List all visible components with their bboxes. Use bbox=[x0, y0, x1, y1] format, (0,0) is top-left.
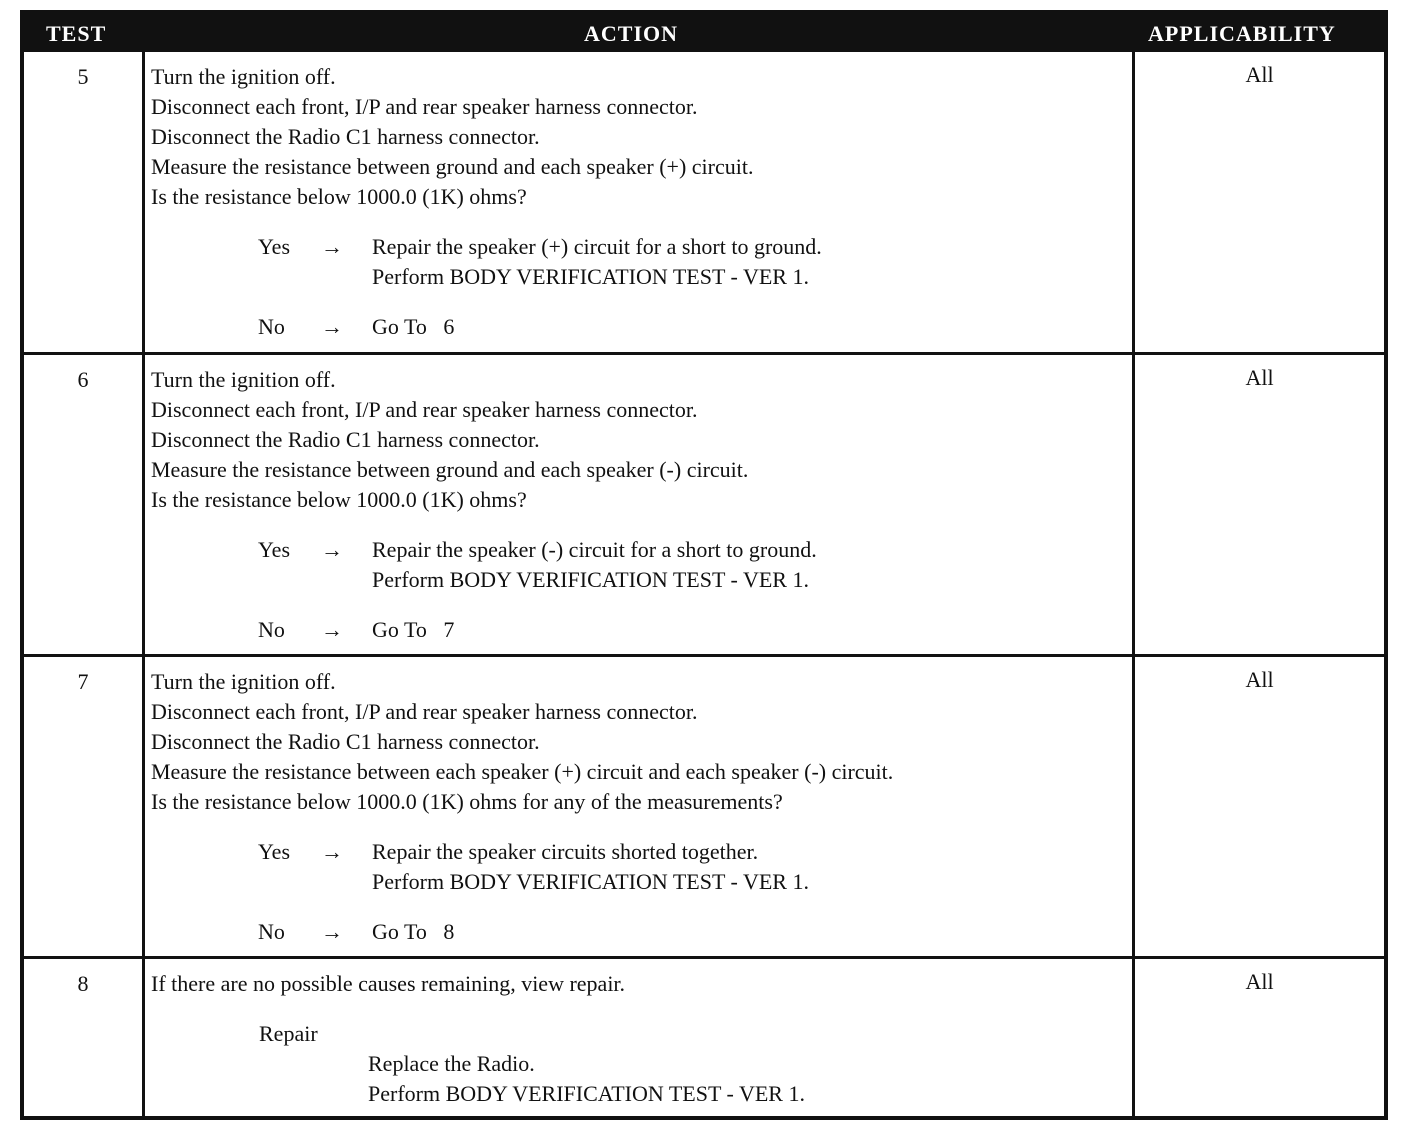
no-action: Go To 8 bbox=[372, 919, 455, 944]
yes-label: Yes bbox=[258, 839, 291, 864]
repair-label: Repair bbox=[259, 1021, 318, 1046]
applicability-value: All bbox=[1245, 365, 1274, 390]
table-row-test-8 bbox=[24, 956, 1384, 1116]
test-number: 6 bbox=[77, 367, 89, 392]
step: Is the resistance below 1000.0 (1K) ohms? bbox=[151, 184, 527, 209]
step: Disconnect the Radio C1 harness connector. bbox=[151, 729, 540, 754]
step: If there are no possible causes remaining, view repair. bbox=[151, 971, 626, 996]
header-test: TEST bbox=[46, 21, 107, 46]
step: Turn the ignition off. bbox=[151, 669, 336, 694]
arrow-icon: → bbox=[321, 919, 343, 944]
action-cell bbox=[151, 969, 1131, 1109]
step: Measure the resistance between ground and each speaker (+) circuit. bbox=[151, 154, 754, 179]
arrow-icon: → bbox=[321, 537, 343, 562]
applicability-value: All bbox=[1245, 62, 1274, 87]
yes-action: Repair the speaker (+) circuit for a short to ground. bbox=[372, 234, 822, 259]
table-header bbox=[24, 14, 1384, 52]
step: Disconnect the Radio C1 harness connector. bbox=[151, 124, 540, 149]
test-number: 7 bbox=[77, 669, 89, 694]
no-label: No bbox=[258, 314, 285, 339]
step: Disconnect each front, I/P and rear speaker harness connector. bbox=[151, 94, 698, 119]
no-action: Go To 7 bbox=[372, 617, 455, 642]
yes-result bbox=[151, 837, 1131, 867]
yes-result bbox=[151, 535, 1131, 565]
yes-action: Perform BODY VERIFICATION TEST - VER 1. bbox=[372, 264, 809, 289]
table-row-test-7 bbox=[24, 654, 1384, 956]
no-label: No bbox=[258, 617, 285, 642]
test-number: 5 bbox=[77, 64, 89, 89]
step: Measure the resistance between each speaker (+) circuit and each speaker (-) circuit. bbox=[151, 759, 894, 784]
yes-action: Perform BODY VERIFICATION TEST - VER 1. bbox=[372, 869, 809, 894]
step: Turn the ignition off. bbox=[151, 64, 336, 89]
step: Disconnect each front, I/P and rear speaker harness connector. bbox=[151, 397, 698, 422]
test-number: 8 bbox=[77, 971, 89, 996]
no-result bbox=[151, 615, 1131, 645]
yes-action: Perform BODY VERIFICATION TEST - VER 1. bbox=[372, 567, 809, 592]
yes-action: Repair the speaker (-) circuit for a short to ground. bbox=[372, 537, 817, 562]
arrow-icon: → bbox=[321, 234, 343, 259]
no-result bbox=[151, 312, 1131, 342]
no-result bbox=[151, 917, 1131, 947]
step: Is the resistance below 1000.0 (1K) ohms for any of the measurements? bbox=[151, 789, 783, 814]
header-action: ACTION bbox=[584, 21, 679, 46]
diagnostic-table bbox=[20, 10, 1388, 1120]
action-cell bbox=[151, 365, 1131, 645]
yes-label: Yes bbox=[258, 234, 291, 259]
step: Disconnect each front, I/P and rear speaker harness connector. bbox=[151, 699, 698, 724]
header-applicability: APPLICABILITY bbox=[1148, 21, 1336, 46]
arrow-icon: → bbox=[321, 314, 343, 339]
table-row-test-6 bbox=[24, 352, 1384, 654]
applicability-value: All bbox=[1245, 969, 1274, 994]
step: Disconnect the Radio C1 harness connector. bbox=[151, 427, 540, 452]
repair-label-line bbox=[151, 1019, 1131, 1049]
repair-action: Perform BODY VERIFICATION TEST - VER 1. bbox=[368, 1081, 805, 1106]
arrow-icon: → bbox=[321, 617, 343, 642]
applicability-value: All bbox=[1245, 667, 1274, 692]
no-action: Go To 6 bbox=[372, 314, 455, 339]
yes-action: Repair the speaker circuits shorted together. bbox=[372, 839, 759, 864]
action-cell bbox=[151, 667, 1131, 947]
action-cell bbox=[151, 62, 1131, 342]
yes-result bbox=[151, 232, 1131, 262]
repair-action: Replace the Radio. bbox=[368, 1051, 535, 1076]
step: Is the resistance below 1000.0 (1K) ohms? bbox=[151, 487, 527, 512]
arrow-icon: → bbox=[321, 839, 343, 864]
yes-label: Yes bbox=[258, 537, 291, 562]
step: Turn the ignition off. bbox=[151, 367, 336, 392]
table-row-test-5 bbox=[24, 52, 1384, 352]
step: Measure the resistance between ground and each speaker (-) circuit. bbox=[151, 457, 749, 482]
no-label: No bbox=[258, 919, 285, 944]
